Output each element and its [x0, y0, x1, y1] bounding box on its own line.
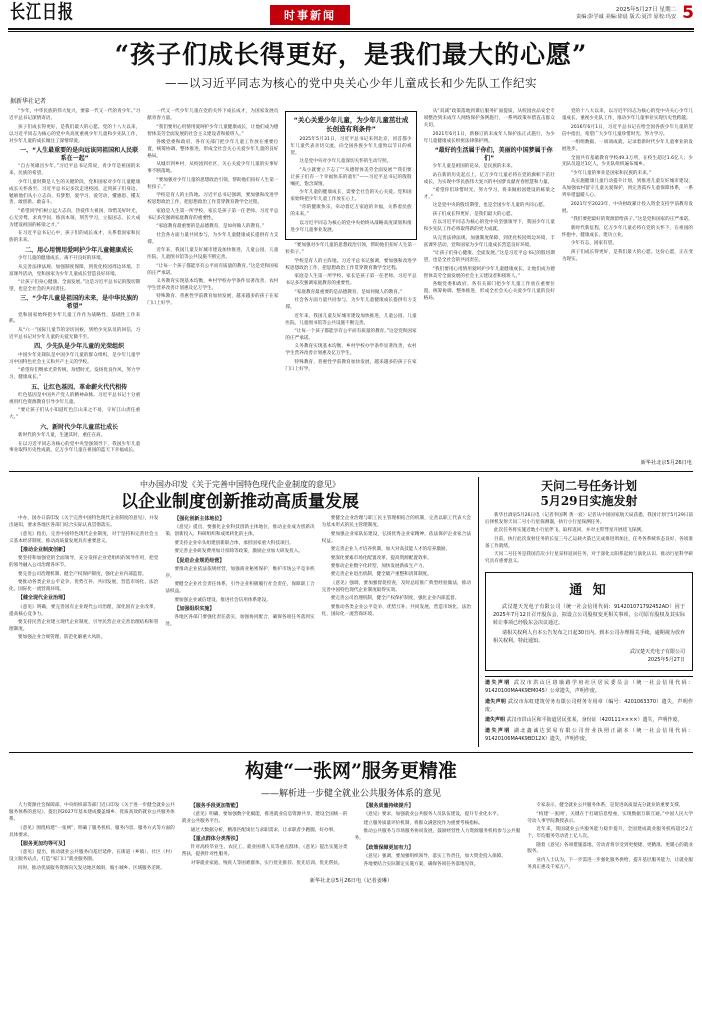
paragraph: 在以习近平同志为核心的党中央坚强领导下，我国少年儿童和少先队工作必将取得新的更大成就。	[423, 220, 555, 233]
section-divider-1	[9, 471, 693, 472]
paragraph: 家庭是人生第一所学校，家长是孩子第一任老师。习近平总书记多次强调家庭教育的重要性。	[285, 274, 417, 287]
paragraph: 新时代新征程，亿万少年儿童必将在党的关怀下，在祖国的怀抱中，健康成长、建功立业。	[561, 225, 694, 238]
section-tag-wrap	[76, 4, 544, 25]
paragraph: “从小就要立下志了”“从德智体美劳全面发展”“我们要让孩子们有一个幸福快乐的童年”——习近平总书记的殷殷嘱托，饱含深情。	[290, 167, 412, 187]
paragraph: 各地区各部门要强化责任落实，加强协同配合，确保各项任务落到实处。	[165, 615, 315, 628]
paragraph: 在习近平总书记心中，孩子们的成长成才，关系着国家和民族的未来。	[9, 231, 141, 244]
notice-body	[493, 603, 685, 645]
paragraph: 孩子们成长得更好，是我们最大的心愿。党的十八大以来，以习近平同志为核心的党中央高度重视少年儿童和少先队工作，对少年儿童的成长倾注了深情厚爱。	[9, 124, 141, 144]
paragraph: “希望你们珍惜时光，努力学习，将来做祖国建设的栋梁之才。”	[423, 188, 555, 200]
paragraph: 全国共有基础教育学校49.3万所，在校生超过1.6亿人；少先队员超过1亿人，少先队组织遍布城乡。	[561, 155, 694, 168]
rocket-headline-line2: 5月29日实施发射	[540, 493, 638, 508]
paragraph: 社会各方面力量共同参与，为少年儿童健康成长提供有力支撑。	[285, 298, 417, 311]
subsection-title: 【健全现代企业治理】	[18, 595, 69, 602]
paragraph: “自古英雄出少年。”习近平总书记常说，青少年是祖国的未来、民族的希望。	[9, 164, 141, 177]
paragraph: 《意见》提出，推动就业公共服务向基层延伸，在街道（乡镇）、社区（村）设立服务站点，打造“家门口”就业服务圈。	[9, 850, 175, 863]
subsection-title: 【强化创新主体地位】	[174, 516, 225, 523]
sec3-columns	[9, 803, 693, 874]
paragraph: 一组组数据、一项项成就，记录着新时代少年儿童事业的发展进步。	[561, 140, 694, 153]
page-title: “孩子们成长得更好，是我们最大的心愿”	[114, 40, 588, 70]
subsection-title: 一、“人生最重要的是向远该同祖国和人民联系在一起”	[20, 147, 139, 162]
paragraph: “构建‘一张网’，关键在于打破信息壁垒，实现数据互联互通。”中国人民大学劳动人事学院教授表示。	[527, 811, 693, 824]
paragraph: 请相关权利人自本公告发布之日起30日内，到本公司办理相关手续，逾期视为放弃相关权利。特此通知。	[493, 630, 685, 645]
paragraph: 随着《意见》各项措施落地，劳动者将享受到更便捷、更精准、更暖心的就业服务。	[527, 842, 693, 855]
paragraph: 要深化要素市场化配置改革，提高资源配置效率。	[330, 555, 432, 561]
paragraph: 要完善企业退出机制，健全破产重整和清算制度。	[330, 572, 432, 578]
paragraph: 义务教育实现基本均衡，乡村学校办学条件显著改善，农村学生营养改善计划惠及亿万学生。	[147, 279, 279, 291]
paragraph: 《意见》指出，完善中国特色现代企业制度，对于坚持和完善社会主义基本经济制度、推动高质量发展具有重要意义。	[9, 531, 159, 544]
sec2-column-2	[165, 516, 314, 644]
lead-subhead: ——以习近平同志为核心的党中央关心少年儿童成长和少先队工作纪实	[165, 76, 537, 91]
newspaper-logo	[8, 0, 76, 24]
lead-credit: 新华社北京5月26日电	[640, 459, 692, 466]
lead-column-3-body	[285, 243, 416, 373]
paragraph: 少年儿童是祖国的花朵，是民族的未来。	[432, 164, 516, 170]
paragraph: 少年儿童时期是人生的关键阶段，党和国家对少年儿童健康成长关怀备至。习近平总书记多次走进校园、走到孩子们身边，勉励他们从小立志向、有梦想，爱学习、爱劳动，懂感恩、懂友善，敢创新、敢奋斗。	[9, 179, 141, 206]
paragraph: 专家表示，健全就业公共服务体系，是促进高质量充分就业的重要支撑。	[536, 803, 684, 809]
section-就业服务	[0, 755, 702, 884]
paragraph: 武汉楚天光电子有限公司（统一社会信用代码：914201071792452AD）因于2025年7月12日召开股东会，拟设立公司股权变更相关事项，公司原有股权及其实际转让事项已经股东会决议通过。	[493, 603, 685, 627]
paragraph: 要推动各类企业公平竞争、优势互补、共同发展，营造市场化、法治化、国际化一流营商环境。	[321, 604, 471, 617]
subsection-title: 【政策保障更加有力】	[363, 844, 414, 851]
paragraph: 少年儿童的健康成长，需要全社会的关心关爱。党和国家始终把少年儿童工作放在心上。	[290, 190, 412, 202]
section-divider-2	[9, 752, 693, 753]
editors-line: 责编:彭学诚 美编:徐晨 版式:夏洋 原校:玛安	[576, 14, 677, 21]
paragraph: 2021年6月1日，新修订的未成年人保护法正式施行，为少年儿童健康成长织密法律保护网。	[423, 131, 555, 144]
paragraph: 社会各方面力量共同参与，为少年儿童健康成长提供有力支撑。	[147, 232, 279, 245]
paragraph: 要完善企业研发费用加计扣除等政策，激励企业加大研发投入。	[174, 549, 303, 555]
paragraph: 党的十八大以来，以习近平同志为核心的党中央关心少年儿童成长、重视少先队工作，推动少年儿童事业实现历史性跨越。	[561, 109, 694, 122]
notice-title: 通 知	[569, 582, 609, 598]
sec2-column-3	[322, 516, 471, 644]
paragraph: 《意见》提出，要强化企业科技创新主体地位，推动企业成为创新决策、创新投入、科研组织和成果转化的主体。	[165, 525, 315, 538]
paragraph: 孩子们成长得更好，是我们最大的心愿。这份心愿，正在变为现实。	[561, 249, 694, 262]
paragraph: 在以习近平同志为核心的党中央坚强领导下，我国少年儿童事业取得历史性成就，亿万少年儿童在祖国的蓝天下幸福成长。	[9, 441, 141, 454]
paragraph: “希望同学们树立远大志向，热爱伟大祖国，珍惜美好时光，心无旁骛，求真学问，练真本领，刻苦学习，立报国志，长大成为建设祖国的栋梁之才。”	[9, 208, 141, 228]
masthead	[0, 0, 702, 26]
paragraph: 从实施健康儿童行动提升计划，到推进儿童友好城市建设；从加强农村留守儿童关爱保护，到完善孤弃儿童保障体系，一系列举措温暖人心。	[561, 179, 694, 199]
paragraph: 对零就业家庭、残疾人等困难群体，实行优先推荐、优先培训、优先帮扶。	[190, 860, 343, 866]
lost-label: 遗失声明	[485, 728, 511, 735]
lost-text: 武汉市东虹建筑劳务有限公司财务专用章（编号：4201063370）遗失，声明作废。	[485, 698, 693, 713]
paragraph: “少年，中华民族的伟大复兴，要靠一代又一代的青少年。”习近平总书记深情寄语。	[9, 109, 141, 122]
highlight-box-title: “关心关爱少年儿童，为少年儿童茁壮成长创造有利条件”	[293, 116, 409, 133]
paragraph: 2021年至2023年，中央财政累计投入资金支持学前教育发展。	[561, 201, 694, 214]
paragraph: 要推动企业数字化转型，加快发展新质生产力。	[330, 563, 428, 569]
sec3-column-1	[9, 803, 175, 874]
list-item	[485, 728, 693, 744]
notice-date: 2025年5月27日	[647, 657, 685, 664]
paragraph: “要让孩子们从小知道红色江山来之不易，守好江山责任重大。”	[9, 408, 141, 421]
paragraph: 通过大数据分析，精准匹配岗位与求职需求，让求职者少跑腿、好办事。	[190, 827, 338, 833]
paragraph: 要加强企业家队伍建设，弘扬优秀企业家精神，依法保护企业家合法权益。	[321, 531, 471, 544]
lost-label: 遗失声明	[485, 717, 506, 724]
paragraph: 要推动企业依法依规经营，加强商业秘密保护，维护市场公平竞争秩序。	[165, 566, 315, 579]
paragraph: 推动公共服务与市场服务协同发展，鼓励经营性人力资源服务机构参与公共服务。	[354, 829, 521, 842]
subsection-title: 【服务手段更加智能】	[190, 803, 241, 810]
paragraph: 要完善公司治理机制，健全产权保护制度，强化企业内部监督。	[330, 596, 460, 602]
paragraph: 特殊教育、普惠性学前教育加快发展，越来越多的孩子在家门口上好学。	[147, 294, 279, 307]
paragraph: 近年来，我国儿童友好城市建设加快推进，儿童公园、儿童医院、儿童图书馆等公共设施不断完善。	[147, 248, 279, 261]
list-item	[485, 717, 693, 725]
sec2-headline: 以企业制度创新推动高质量发展	[121, 491, 359, 512]
paragraph: 《意见》强调，要加强组织领导，落实工作责任，加大资金投入保障。	[363, 853, 506, 859]
notice-company: 武汉楚天光电子有限公司	[629, 649, 685, 656]
sec2-kicker: 中办国办印发《关于完善中国特色现代企业制度的意见》	[140, 479, 340, 489]
subsection-title: 【服务质量持续提升】	[363, 803, 414, 810]
paragraph: 从完善法律法规、加强制度保障，到优化校园周边环境、丰富课外活动，党和国家为少年儿童成长营造良好环境。	[9, 264, 141, 277]
list-item	[485, 699, 693, 715]
highlight-box	[285, 111, 416, 240]
paragraph: 《意见》明确，要加强数字化赋能，推进就业信息资源共享，建设全国统一的就业公共服务平台。	[181, 812, 348, 825]
sec3-headline: 构建“一张网”服务更精准	[245, 760, 457, 783]
paragraph: 各级党委和政府、各有关部门把少年儿童工作放在重要位置，统筹协调、整体推进，形成全社会关心关爱少年儿童的良好格局。	[147, 140, 279, 159]
paragraph: 少年儿童的健康成长，离不开良好的环境。	[18, 256, 106, 262]
paragraph: “让每一个孩子都能享有公平而有质量的教育。”这是党和国家的庄严承诺。	[285, 328, 417, 341]
lead-byline: 据新华社记者	[10, 98, 47, 106]
sec2-columns	[9, 516, 471, 644]
paragraph: “我们要用心用情用爱呵护少年儿童健康成长，让他们成为德智体美劳全面发展的社会主义建设者和接班人。”	[423, 266, 555, 279]
paragraph: 中国少年先锋队是中国少年儿童的群众组织，是少年儿童学习中国特色社会主义和共产主义的学校。	[9, 352, 141, 365]
lead-headline-block	[0, 35, 702, 93]
notice-box	[485, 572, 693, 671]
paragraph: 要支持民营企业建立现代企业制度，引导民营企业完善治理结构和管理制度。	[9, 620, 159, 632]
paragraph: 一代又一代少年儿童在党的关怀下成长成才，为国家发展贡献青春力量。	[147, 109, 279, 122]
sec2-column-1	[9, 516, 158, 644]
newspaper-logo-text: 长江日报	[10, 0, 75, 24]
sec3-subhead: ——解析进一步健全就业公共服务体系的意见	[260, 789, 441, 800]
paragraph: 这是党中央的殷切期望，也是全国少年儿童的共同心愿。	[432, 203, 548, 209]
lost-label: 遗失声明	[485, 698, 507, 705]
lead-column-2	[147, 109, 278, 457]
paragraph: 党和国家始终把少年儿童工作作为战略性、基础性工作来抓。	[9, 312, 141, 325]
subsection-title: “最好的生活属于你们，美丽的中国梦属于你们”	[434, 147, 553, 162]
paragraph: 《意见》明确，要完善国有企业现代公司治理，深化国有企业改革，提高核心竞争力。	[9, 604, 159, 617]
sec3-column-3	[355, 803, 521, 874]
section-tag: 时事新闻	[270, 5, 350, 25]
paragraph: 红色基因是中国共产党人的精神命脉。习近平总书记十分重视用红色资源教育引导少年儿童。	[9, 392, 141, 405]
lost-notices	[485, 676, 693, 743]
paragraph: 各地要结合实际制定实施方案，确保各项任务落地见效。	[363, 862, 479, 868]
paragraph: “让每一个孩子都能享有公平而有质量的教育。”这是党和国家的庄严承诺。	[147, 263, 279, 276]
paragraph: 要加强企业诚信建设，推进社会信用体系建设。	[174, 597, 271, 603]
lost-text: 武汉市洪山区和平街道居民张某，身份证（420111××××）遗失，声明作废。	[506, 717, 683, 724]
paragraph: 义务教育实现基本均衡，乡村学校办学条件显著改善，农村学生营养改善计划惠及亿万学生。	[285, 344, 417, 357]
lost-text: 湖北鑫诚达贸易有限公司营业执照正副本（统一社会信用代码：91420106MA4K9BD12X）遗失，声明作废。	[485, 728, 693, 742]
sec2-sidebar	[478, 477, 693, 747]
paragraph: 人力资源社会保障部、中央组织部等部门近日印发《关于进一步健全就业公共服务体系的意见》，提出到2027年基本建成覆盖城乡、优质高效的就业公共服务体系。	[9, 803, 175, 823]
sec2-main	[9, 477, 471, 747]
paragraph: 少年有志，国家有望。	[570, 241, 617, 247]
paragraph: 这是党中央对少年儿童深切关怀的生动写照。	[299, 159, 392, 165]
paragraph: 2025年5月31日，习近平总书记来到北京，同首都少年儿童代表亲切交流，向全国各族少年儿童致以节日的祝贺。	[290, 136, 412, 156]
paragraph: 2016年6月1日，习近平总书记在给全国各族少年儿童的贺信中指出，希望广大少年儿童珍惜时光、努力学习。	[561, 124, 694, 137]
paragraph: “要加强对少年儿童的思想政治引领，帮助他们扣好人生第一粒扣子。”	[147, 177, 279, 190]
paragraph: 新时代的少年儿童，生逢其时，重任在肩。	[18, 433, 106, 439]
highlight-box-body	[290, 137, 411, 235]
date-line: 2025年5月27日 星期二	[615, 7, 677, 14]
paragraph: 从城市到乡村，从校园到社区，关心关爱少年儿童的实事好事不断落地。	[147, 162, 279, 175]
paragraph: 要完善企业人才培养机制，加大对高技能人才的培养激励。	[330, 547, 451, 553]
paragraph: 从“双减”政策落地到课后服务扩面提质，从校园食品安全专项整治到未成年人网络保护条例施行，一系列政策举措直击群众关切。	[423, 109, 555, 129]
paragraph: 同时，推动优质服务资源向欠发达地区倾斜，缩小城乡、区域服务差距。	[18, 865, 166, 871]
paragraph: 天问二号任务是我国首次小行星采样返回任务，对于深化太阳系起源与演化认识、推动行星科学研究具有重要意义。	[485, 551, 693, 564]
paragraph: 《意见》强调，要加强督促检查，及时总结推广典型经验做法，推动完善中国特色现代企业制度取得实效。	[321, 580, 471, 593]
paragraph: 孩子们成长得更好，是我们最大的心愿。	[432, 211, 516, 217]
paragraph: 建立服务质量评价机制，将群众满意度作为重要考核指标。	[363, 820, 483, 826]
section-企业制度	[0, 475, 702, 747]
paragraph: 家庭是人生第一所学校，家长是孩子第一任老师。习近平总书记多次强调家庭教育的重要性。	[147, 208, 279, 221]
subsection-title: 【促进企业规范经营】	[174, 557, 225, 564]
lead-column-3	[285, 109, 416, 457]
paragraph: 特殊教育、普惠性学前教育加快发展，越来越多的孩子在家门口上好学。	[285, 359, 417, 372]
paragraph: 《意见》要求，加强就业公共服务人员队伍建设，提升专业化水平。	[363, 812, 502, 818]
paragraph: 近年来，我国就业公共服务能力稳步提升，全国建成就业服务机构超过2万个，年均服务劳动者上亿人次。	[527, 827, 693, 840]
paragraph: 要坚持和加强党的全面领导，充分发挥企业党组织的领导作用，把党的领导融入公司治理各环节。	[9, 556, 159, 569]
lead-column-5	[562, 109, 693, 457]
sec3-column-2	[182, 803, 348, 874]
paragraph: 《意见》围绕构建“一张网”，明确了服务机构、服务内容、服务方式等方面的具体要求。	[9, 825, 175, 838]
masthead-meta	[544, 4, 694, 22]
lead-column-4	[424, 109, 555, 457]
rocket-headline	[485, 479, 693, 509]
lead-columns	[0, 105, 702, 457]
paragraph: 站在新的历史起点上，亿万少年儿童必将在党的旗帜下茁壮成长，为实现中华民族伟大复兴的中国梦贡献青春智慧和力量。	[423, 172, 555, 185]
paragraph: 新华社酒泉5月26日电（记者李国利 黄一宸）记者从中国国家航天局获悉，我国计划于5月29日前后择机发射天问二号小行星探测器，执行小行星探测任务。	[485, 512, 693, 525]
paragraph: 要加强企业合规管理，防范化解重大风险。	[18, 635, 106, 641]
paragraph: 要健全企业社会责任体系，引导企业积极履行社会责任，保障职工合法权益。	[165, 582, 315, 595]
paragraph: 业内人士认为，下一步需进一步强化服务供给，提升基层服务能力，让就业服务真正惠及千家万户。	[527, 857, 693, 870]
notice-signature	[493, 648, 685, 664]
paragraph: “家庭教育最重要的是品德教育，是如何做人的教育。”	[156, 224, 265, 230]
paragraph: 各级党委和政府、各有关部门把少年儿童工作放在重要位置，统筹协调、整体推进，形成全社会关心关爱少年儿童的良好格局。	[423, 282, 555, 302]
page-number: 5	[682, 3, 694, 23]
subsection-title: 五、让红色基因、革命薪火代代相传	[31, 383, 128, 391]
paragraph: 学校是育人的主阵地。习近平总书记强调，要加强和改进学校思想政治工作，把思想政治工作贯穿教育教学全过程。	[285, 258, 417, 271]
paragraph: 中办、国办日前印发《关于完善中国特色现代企业制度的意见》，并发出通知，要求各地区各部门结合实际认真贯彻落实。	[9, 516, 159, 529]
paragraph: 针对高校毕业生、农民工、就业困难人员等重点群体，《意见》提出实施分类帮扶，提供针对性服务。	[181, 845, 348, 858]
rocket-body	[485, 513, 693, 566]
paragraph: 要完善公司治理机制，健全产权保护制度，强化企业内部监督。	[18, 571, 147, 577]
paragraph: 从“六一”国际儿童节的亲切问候，到给少先队员的回信，习近平总书记对少年儿童的关爱无微不至。	[9, 327, 141, 340]
paragraph: “我们要把最好的资源留给孩子。”这是党和国家的庄严承诺。	[570, 217, 693, 223]
lost-text: 武汉市洪山区珞瑜路学府社区居民委员会（统一社会信用代码：91420100MA4K9EM045）公章遗失，声明作废。	[485, 680, 693, 695]
paragraph: 近年来，我国儿童友好城市建设加快推进，儿童公园、儿童医院、儿童图书馆等公共设施不断完善。	[285, 313, 417, 326]
paragraph: “我们要用心用情用爱呵护少年儿童健康成长，让他们成为德智体美劳全面发展的社会主义建设者和接班人。”	[147, 124, 279, 137]
subsection-title: 【加强组织实施】	[174, 606, 215, 613]
paragraph: 从完善法律法规、加强制度保障，到优化校园周边环境、丰富课外活动，党和国家为少年儿童成长营造良好环境。	[423, 235, 555, 248]
paragraph: 以习近平同志为核心的党中央始终从战略高度谋划和推进少年儿童事业发展。	[290, 220, 412, 233]
subsection-title: 二、用心用情用爱呵护少年儿童健康成长	[25, 246, 134, 254]
subsection-title: 【推动企业制度创新】	[18, 547, 69, 554]
paragraph: “要加强对少年儿童的思想政治引领，帮助他们扣好人生第一粒扣子。”	[285, 243, 417, 256]
lead-column-1	[9, 109, 140, 457]
sec3-credit: 新华社北京5月26日电（记者姜琳）	[309, 878, 393, 884]
subsection-title: 四、少先队是少年儿童的光荣组织	[34, 343, 125, 351]
paragraph: 要健全企业治理与职工民主管理相结合的机制，完善以职工代表大会为基本形式的民主管理制度。	[321, 516, 471, 529]
paragraph: “你的健康快乐，牵动着亿万家庭的幸福，关系着民族的未来。”	[290, 205, 412, 218]
paragraph: 此次任务将实施近地小行星伴飞、取样返回，并对主带彗星开展绕飞探测。	[494, 528, 646, 534]
subsection-title: 三、“少年儿童是祖国的未来，是中华民族的希望”	[20, 295, 139, 311]
paragraph: “家庭教育最重要的是品德教育，是如何做人的教育。”	[294, 289, 403, 295]
list-item	[485, 680, 693, 696]
subsection-title: 【重点群体分类帮扶】	[190, 836, 241, 843]
paragraph: “少年儿童的事业是国家和民族的未来。”	[570, 170, 652, 176]
paragraph: 要支持企业牵头组建创新联合体，承担国家重大科技项目。	[174, 540, 294, 546]
masthead-rule	[8, 28, 694, 30]
lost-label: 遗失声明	[485, 680, 511, 687]
paragraph: “希望你们继承光荣传统，珍惜时光，发扬优良作风，努力学习，健康成长。”	[9, 368, 141, 381]
paragraph: “让孩子们身心健康、全面发展。”这是习近平总书记的殷切期望，也是全社会的共同责任。	[9, 279, 141, 292]
paragraph: 要推动各类企业公平竞争、优势互补、共同发展，营造市场化、法治化、国际化一流营商环境。	[9, 580, 159, 593]
paragraph: “让孩子们身心健康、全面发展。”这是习近平总书记的殷切期望，也是全社会的共同责任。	[423, 251, 555, 264]
paragraph: 目前，执行此次发射任务的长征三号乙运载火箭已完成推进剂加注，任务各系统状态良好，各项准备工作就绪。	[485, 536, 693, 549]
sec3-column-4	[527, 803, 693, 874]
subsection-title: 【服务更加均等可及】	[18, 841, 69, 847]
rocket-headline-line1: 天问二号任务计划	[540, 478, 637, 493]
paragraph: 学校是育人的主阵地。习近平总书记强调，要加强和改进学校思想政治工作，把思想政治工作贯穿教育教学全过程。	[147, 193, 279, 206]
subsection-title: 六、新时代少年儿童茁壮成长	[40, 423, 119, 431]
masthead-rule-thin	[8, 31, 694, 32]
